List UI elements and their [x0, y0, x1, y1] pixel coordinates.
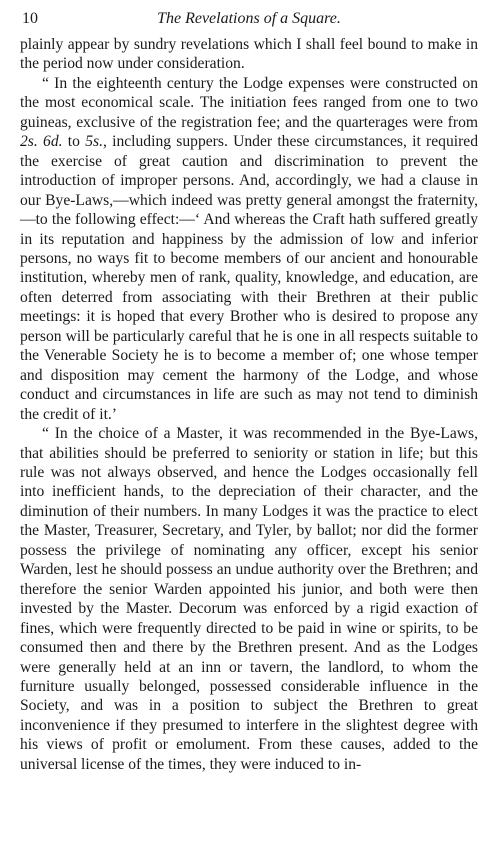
paragraph-text: “ In the eighteenth century the Lodge expenses were constructed on the most economical scale. The initiation fees ranged from one to two guineas, exclusive of the registration fee; and the quarterages were from: [20, 74, 478, 131]
paragraph-continuation: plainly appear by sundry revelations which I shall feel bound to make in the period now under consideration.: [20, 36, 478, 73]
running-head: [20, 8, 478, 30]
page-number: 10: [22, 10, 38, 27]
running-title: The Revelations of a Square.: [157, 10, 341, 27]
fee-amount-low: 2s. 6d.: [20, 133, 63, 151]
paragraph-text: , including suppers. Under these circumstances, it required the exercise of great caution and discrimination to prevent the introduction of improper persons. And, accordingly, we had a clause in our Bye-Laws,—which indeed was pretty general amongst the fraternity,—to the following effect:—‘ And whereas the Craft hath suffered greatly in its reputation and happiness by the admission of low and inferior persons, no ways fit to become members of our ancient and honourable institution, whereby men of rank, quality, knowledge, and education, are often deterred from associating with their Brethren at their public meetings: it is hoped that every Brother who is desired to propose any person will be particularly careful that he is one in all respects suitable to the Venerable Society he is to become a member of; one whose temper and disposition may cement the harmony of the Lodge, and whose conduct and circumstances in life are such as may not tend to diminish the credit of it.’: [20, 133, 479, 423]
paragraph-lodge-expenses: [20, 74, 478, 424]
body-text: [20, 35, 478, 774]
paragraph-text: to: [62, 133, 86, 151]
book-page: [20, 8, 478, 774]
paragraph-choice-of-master: “ In the choice of a Master, it was recommended in the Bye-Laws, that abilities should be preferred to seniority or station in life; but this rule was not always observed, and hence the Lodges occasionally fell into inefficient hands, to the depreciation of their character, and the diminution of their numbers. In many Lodges it was the practice to elect the Master, Treasurer, Secretary, and Tyler, by ballot; nor did the former possess the privilege of nominating any officer, except his senior Warden, lest he should possess an undue authority over the Brethren; and therefore the senior Warden appointed his junior, and both were then invested by the Master. Decorum was enforced by a rigid exaction of fines, which were frequently directed to be paid in wine or spirits, to be consumed then and there by the Brethren present. And as the Lodges were generally held at an inn or tavern, the landlord, to whom the furniture usually belonged, possessed considerable influence in the Society, and was in a position to subject the Brethren to great inconvenience if they presumed to interfere in the slightest degree with his views of profit or emolument. From these causes, added to the universal license of the times, they were induced to in-: [20, 425, 478, 773]
fee-amount-high: 5s.: [85, 133, 103, 151]
